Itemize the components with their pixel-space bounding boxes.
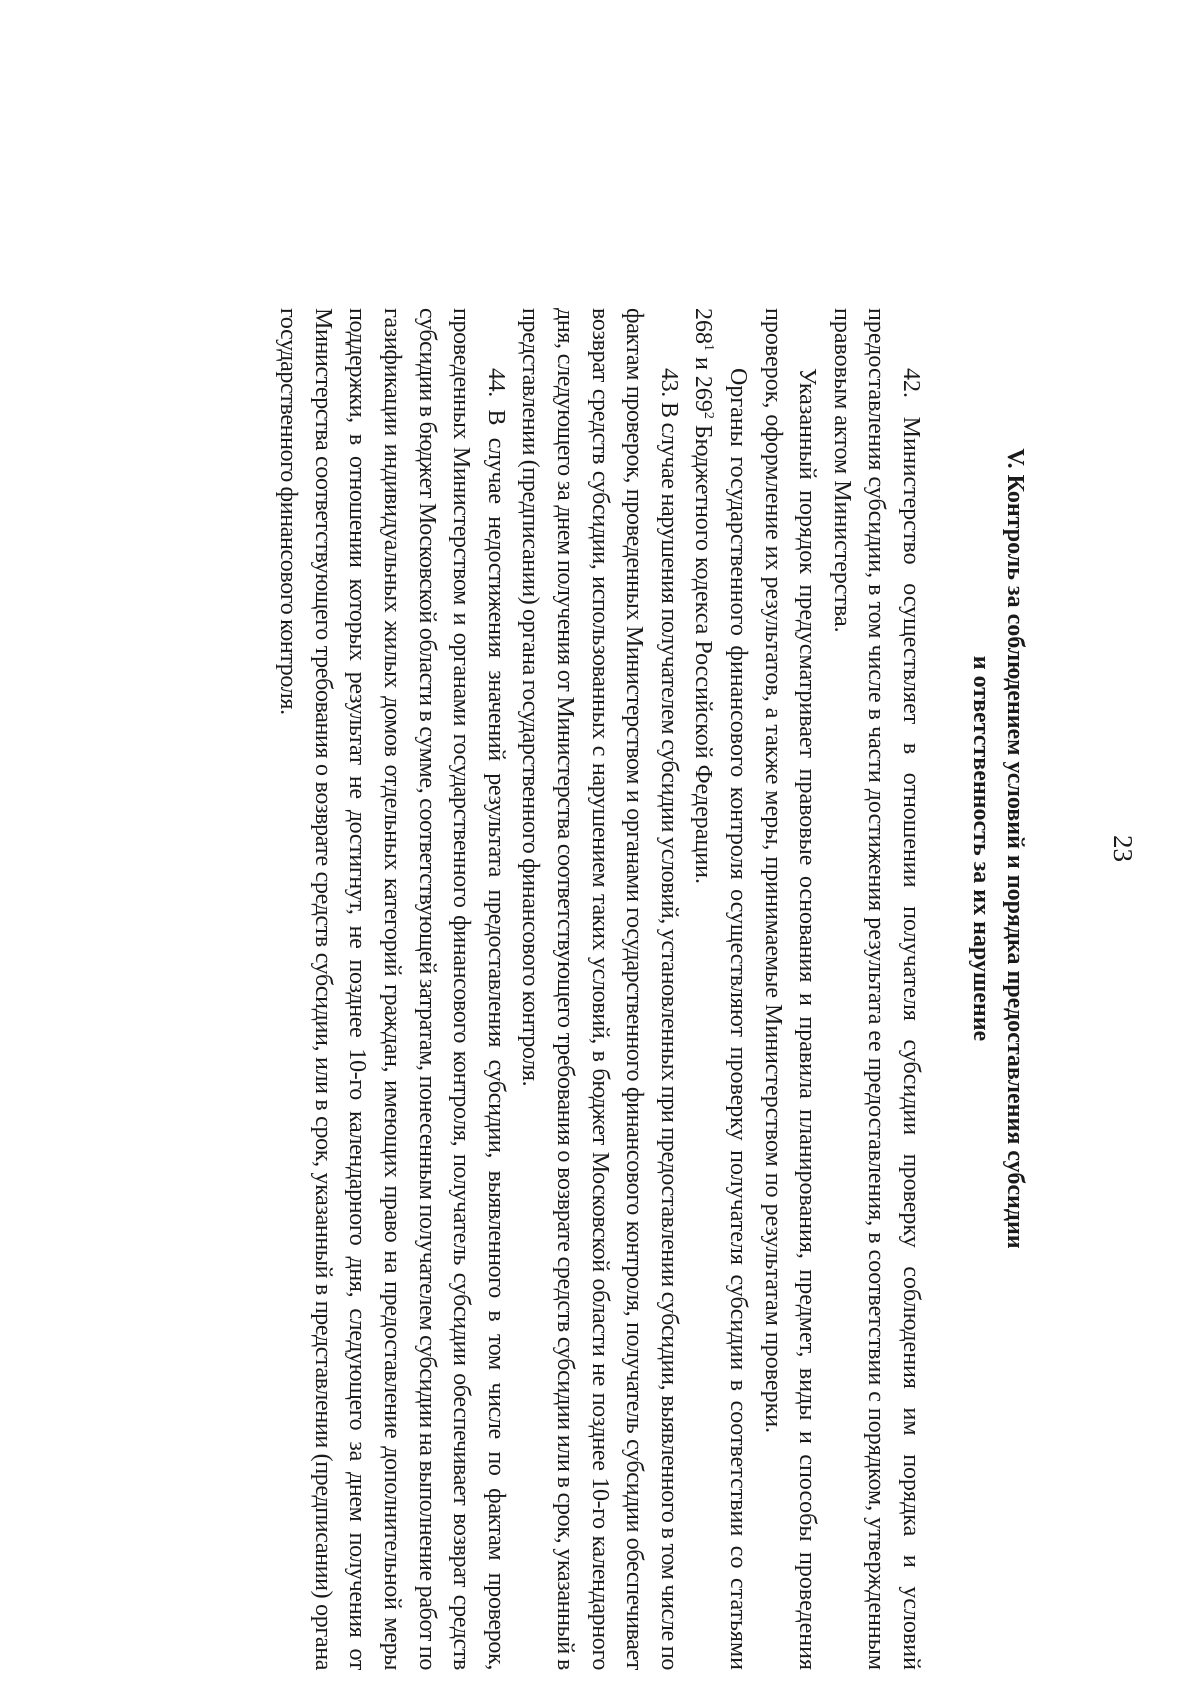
section-heading <box>964 0 1032 1697</box>
document-body <box>271 308 928 1670</box>
paragraph-procedure: Указанный порядок предусматривает правовые основания и правила планирования, предмет, виды и способы проведения проверок, оформление их результатов, а также меры, принимаемые Министерством по результатам проверки. <box>759 308 821 1670</box>
paragraph-financial-control-end: Бюджетного кодекса Российской Федерации. <box>690 418 717 884</box>
section-heading-line-1: V. Контроль за соблюдением условий и порядка предоставления субсидии <box>1002 448 1028 1249</box>
superscript-2: 2 <box>701 411 717 419</box>
paragraph-44: 44. В случае недостижения значений результата предоставления субсидии, выявленного в том числе по фактам проверок, проведенных Министерством и органами государственного финансового контроля, получатель субсидии обеспечивает возврат средств субсидии в бюджет Московской области в сумме, соответствующей затратам, понесенным получателем субсидии на выполнение работ по газификации индивидуальных жилых домов отдельных категорий граждан, имеющих право на предоставление дополнительной меры поддержки, в отношении которых результат не достигнут, не позднее 10-го календарного дня, следующего за днем получения от Министерства соответствующего требования о возврате средств субсидии, или в срок, указанный в представлении (предписании) органа государственного финансового контроля. <box>275 308 509 1670</box>
section-heading-line-2: и ответственность за их нарушение <box>968 655 994 1042</box>
page-number: 23 <box>1108 835 1138 862</box>
paragraph-financial-control-mid: и 269 <box>690 351 717 412</box>
paragraph-financial-control <box>686 308 755 1670</box>
paragraph-financial-control-start: Органы государственного финансового контроля осуществляют проверку получателя субсидии в соответствии со статьями 268 <box>690 308 752 1670</box>
paragraph-42: 42. Министерство осуществляет в отношении получателя субсидии проверку соблюдения им порядка и условий предоставления субсидии, в том числе в части достижения результата ее предоставления, в соответствии с порядком, утвержденным правовым актом Министерства. <box>828 308 924 1670</box>
paragraph-43: 43. В случае нарушения получателем субсидии условий, установленных при предоставлении субсидии, выявленного в том числе по фактам проверок, проведенных Министерством и органами государственного финансового контроля, получатель субсидии обеспечивает возврат средств субсидии, использованных с нарушением таких условий, в бюджет Московской области не позднее 10-го календарного дня, следующего за днем получения от Министерства соответствующего требования о возврате средств субсидии или в срок, указанный в представлении (предписании) органа государственного финансового контроля. <box>517 308 682 1670</box>
superscript-1: 1 <box>701 344 717 351</box>
